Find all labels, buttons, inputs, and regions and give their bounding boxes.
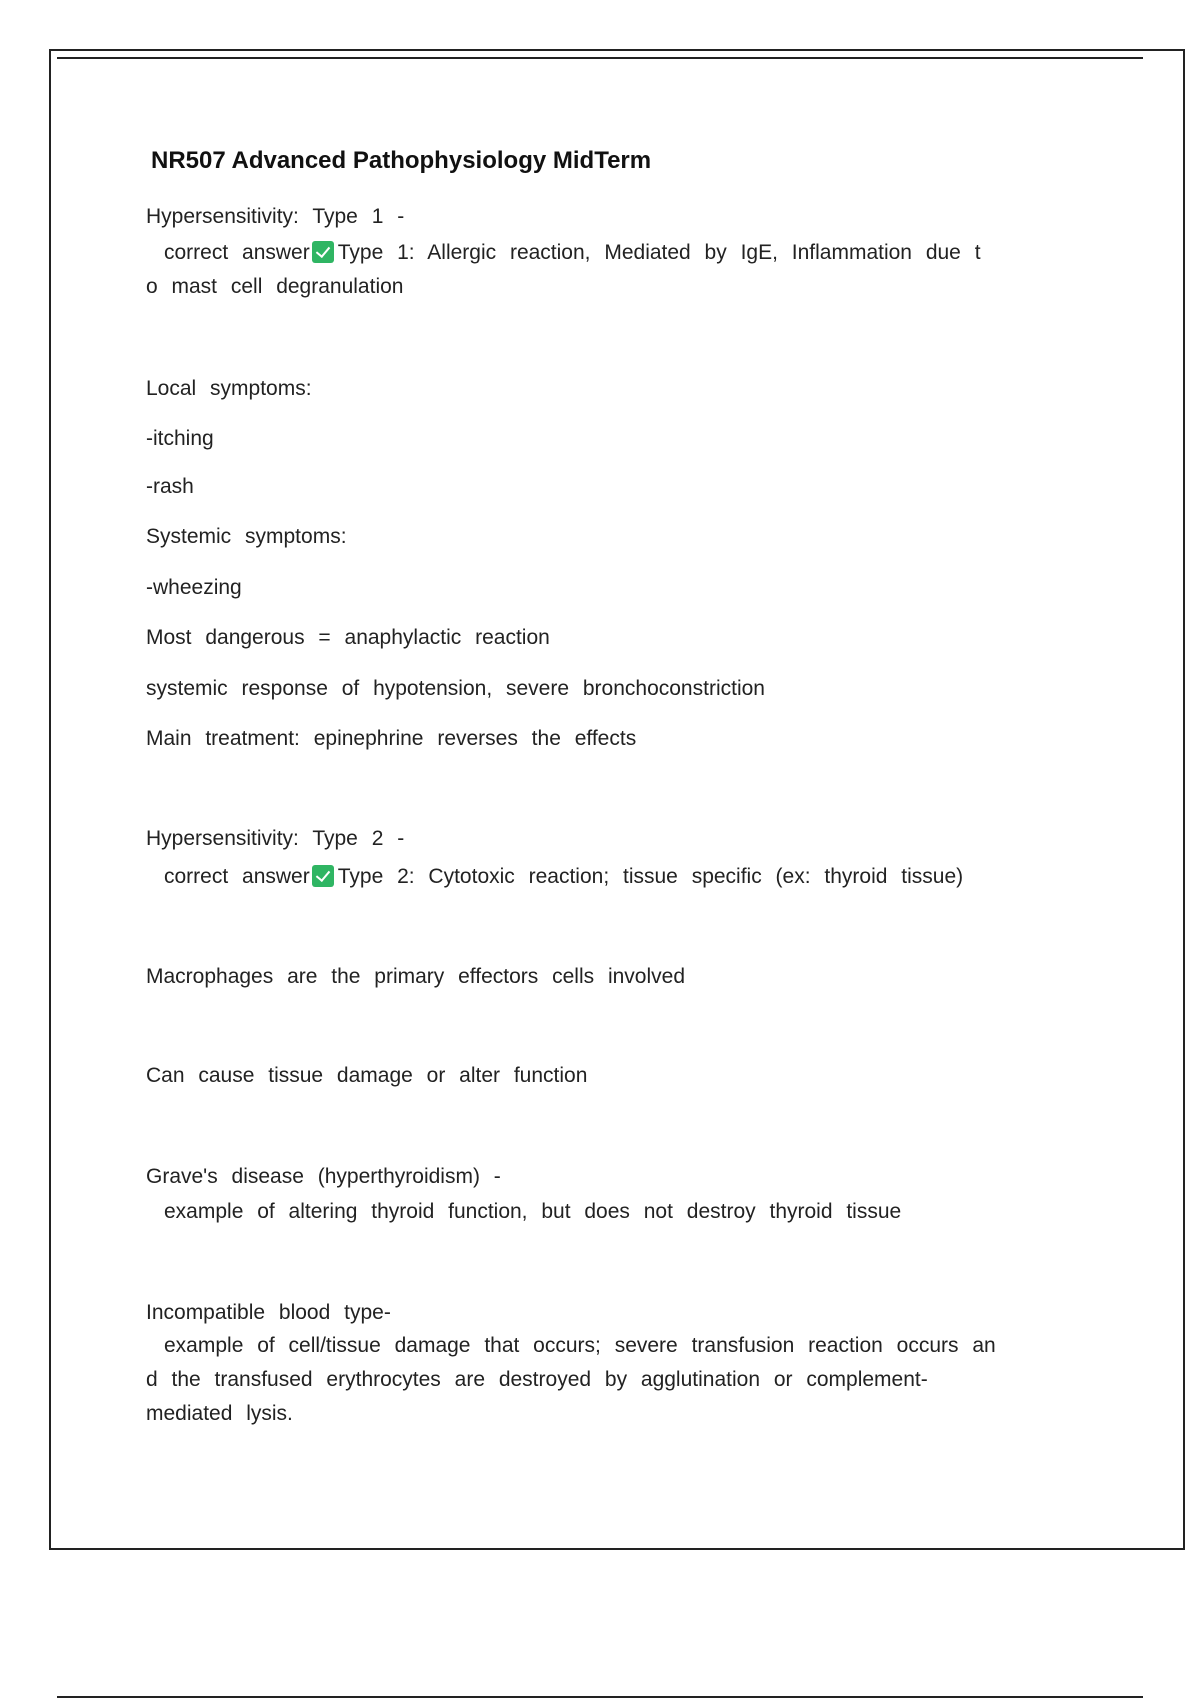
answer-prefix: correct answer [164, 241, 310, 264]
detail-line: Can cause tissue damage or alter function [146, 1064, 588, 1087]
detail-line: Most dangerous = anaphylactic reaction [146, 626, 550, 649]
answer-text: Type 2: Cytotoxic reaction; tissue specific (ex: thyroid tissue) [337, 865, 964, 888]
detail-line: systemic response of hypotension, severe bronchoconstriction [146, 677, 765, 700]
type2-answer [164, 864, 963, 890]
check-icon [312, 865, 334, 887]
answer-prefix: correct answer [164, 865, 310, 888]
detail-line: Macrophages are the primary effectors cells involved [146, 965, 686, 988]
graves-text: example of altering thyroid function, but does not destroy thyroid tissue [164, 1200, 902, 1223]
graves-heading: Grave's disease (hyperthyroidism) - [146, 1165, 501, 1188]
type2-question: Hypersensitivity: Type 2 - [146, 827, 405, 850]
detail-line: Main treatment: epinephrine reverses the effects [146, 727, 637, 750]
bottom-rule [57, 1696, 1143, 1698]
document-title: NR507 Advanced Pathophysiology MidTerm [151, 147, 652, 174]
check-icon [312, 241, 334, 263]
detail-line: -wheezing [146, 576, 242, 599]
type1-question: Hypersensitivity: Type 1 - [146, 205, 405, 228]
blood-text: d the transfused erythrocytes are destroyed by agglutination or complement- [146, 1368, 928, 1391]
blood-text: example of cell/tissue damage that occurs; severe transfusion reaction occurs an [164, 1334, 996, 1357]
answer-text: Type 1: Allergic reaction, Mediated by IgE, Inflammation due t [337, 241, 981, 264]
blood-text: mediated lysis. [146, 1402, 293, 1425]
blood-heading: Incompatible blood type- [146, 1301, 391, 1324]
detail-line: Local symptoms: [146, 377, 312, 400]
detail-line: Systemic symptoms: [146, 525, 347, 548]
detail-line: -rash [146, 475, 194, 498]
detail-line: -itching [146, 427, 214, 450]
type1-answer [164, 240, 981, 266]
top-rule [57, 57, 1143, 59]
type1-answer-continued: o mast cell degranulation [146, 275, 404, 298]
